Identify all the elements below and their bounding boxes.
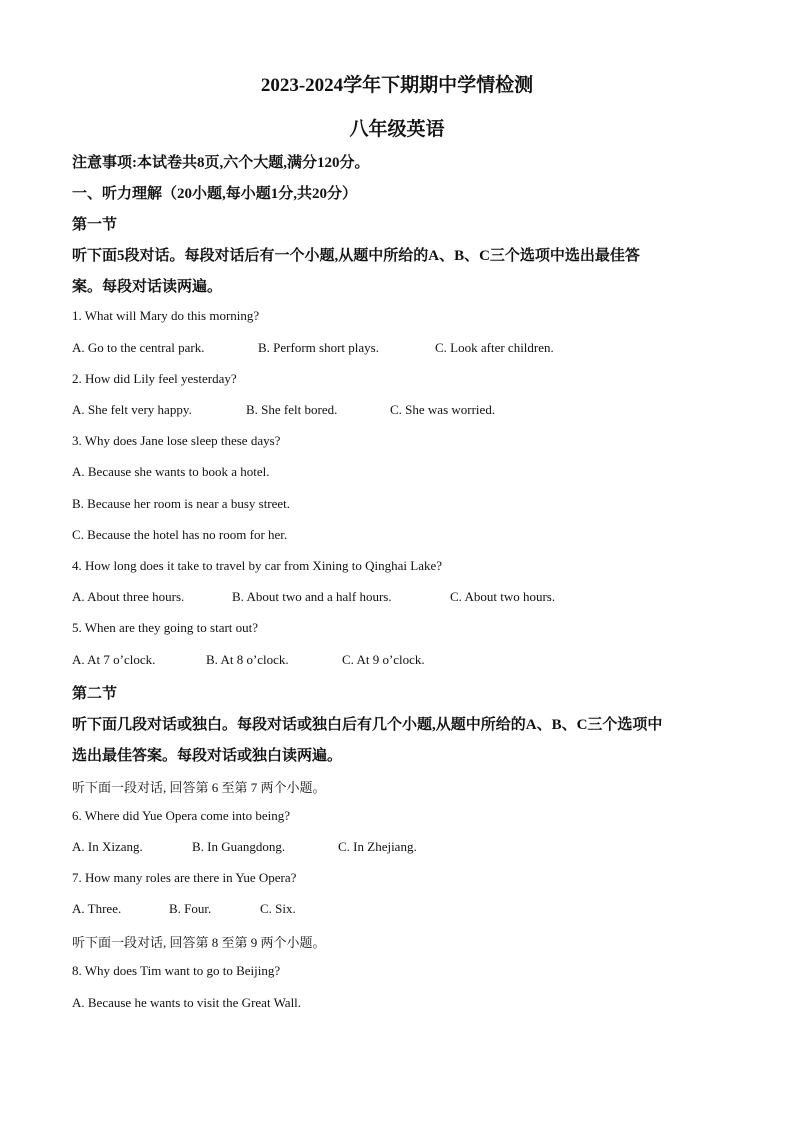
part2-instruction-line2: 选出最佳答案。每段对话或独白读两遍。 bbox=[72, 748, 343, 764]
q3-option-c[interactable]: C. Because the hotel has no room for her. bbox=[72, 527, 288, 542]
exam-title: 2023-2024学年下期期中学情检测 bbox=[260, 75, 534, 96]
q6-option-c[interactable]: C. In Zhejiang. bbox=[338, 839, 417, 854]
section-heading: 一、听力理解（20小题,每小题1分,共20分） bbox=[72, 186, 358, 202]
q1-option-c[interactable]: C. Look after children. bbox=[435, 340, 554, 355]
question-8-stem: 8. Why does Tim want to go to Beijing? bbox=[72, 963, 281, 978]
q2-option-a[interactable]: A. She felt very happy. bbox=[72, 402, 192, 417]
part2-label: 第二节 bbox=[72, 686, 118, 702]
q5-option-a[interactable]: A. At 7 o’clock. bbox=[72, 652, 156, 667]
q1-option-b[interactable]: B. Perform short plays. bbox=[258, 340, 379, 355]
part1-label: 第一节 bbox=[72, 217, 118, 233]
dialog-2-instruction: 听下面一段对话, 回答第 8 至第 9 两个小题。 bbox=[72, 935, 326, 950]
q8-option-a[interactable]: A. Because he wants to visit the Great Wall. bbox=[72, 995, 302, 1010]
q4-option-b[interactable]: B. About two and a half hours. bbox=[232, 589, 392, 604]
q4-option-c[interactable]: C. About two hours. bbox=[450, 589, 556, 604]
question-4-stem: 4. How long does it take to travel by car from Xining to Qinghai Lake? bbox=[72, 558, 443, 573]
q7-option-b[interactable]: B. Four. bbox=[169, 901, 212, 916]
q5-option-b[interactable]: B. At 8 o’clock. bbox=[206, 652, 289, 667]
q6-option-a[interactable]: A. In Xizang. bbox=[72, 839, 143, 854]
notice: 注意事项:本试卷共8页,六个大题,满分120分。 bbox=[72, 155, 370, 171]
q1-option-a[interactable]: A. Go to the central park. bbox=[72, 340, 205, 355]
part1-instruction-line2: 案。每段对话读两遍。 bbox=[72, 279, 223, 295]
dialog-1-instruction: 听下面一段对话, 回答第 6 至第 7 两个小题。 bbox=[72, 780, 326, 795]
q2-option-b[interactable]: B. She felt bored. bbox=[246, 402, 338, 417]
q7-option-a[interactable]: A. Three. bbox=[72, 901, 122, 916]
question-5-stem: 5. When are they going to start out? bbox=[72, 620, 259, 635]
question-6-stem: 6. Where did Yue Opera come into being? bbox=[72, 808, 291, 823]
question-7-stem: 7. How many roles are there in Yue Opera? bbox=[72, 870, 297, 885]
question-3-stem: 3. Why does Jane lose sleep these days? bbox=[72, 433, 281, 448]
q2-option-c[interactable]: C. She was worried. bbox=[390, 402, 496, 417]
question-2-stem: 2. How did Lily feel yesterday? bbox=[72, 371, 237, 386]
question-1-stem: 1. What will Mary do this morning? bbox=[72, 308, 260, 323]
q6-option-b[interactable]: B. In Guangdong. bbox=[192, 839, 286, 854]
q4-option-a[interactable]: A. About three hours. bbox=[72, 589, 185, 604]
q3-option-a[interactable]: A. Because she wants to book a hotel. bbox=[72, 464, 270, 479]
q7-option-c[interactable]: C. Six. bbox=[260, 901, 296, 916]
exam-subtitle: 八年级英语 bbox=[349, 119, 445, 140]
part1-instruction-line1: 听下面5段对话。每段对话后有一个小题,从题中所给的A、B、C三个选项中选出最佳答 bbox=[72, 248, 640, 264]
q5-option-c[interactable]: C. At 9 o’clock. bbox=[342, 652, 425, 667]
part2-instruction-line1: 听下面几段对话或独白。每段对话或独白后有几个小题,从题中所给的A、B、C三个选项中 bbox=[72, 717, 663, 733]
q3-option-b[interactable]: B. Because her room is near a busy street. bbox=[72, 496, 291, 511]
